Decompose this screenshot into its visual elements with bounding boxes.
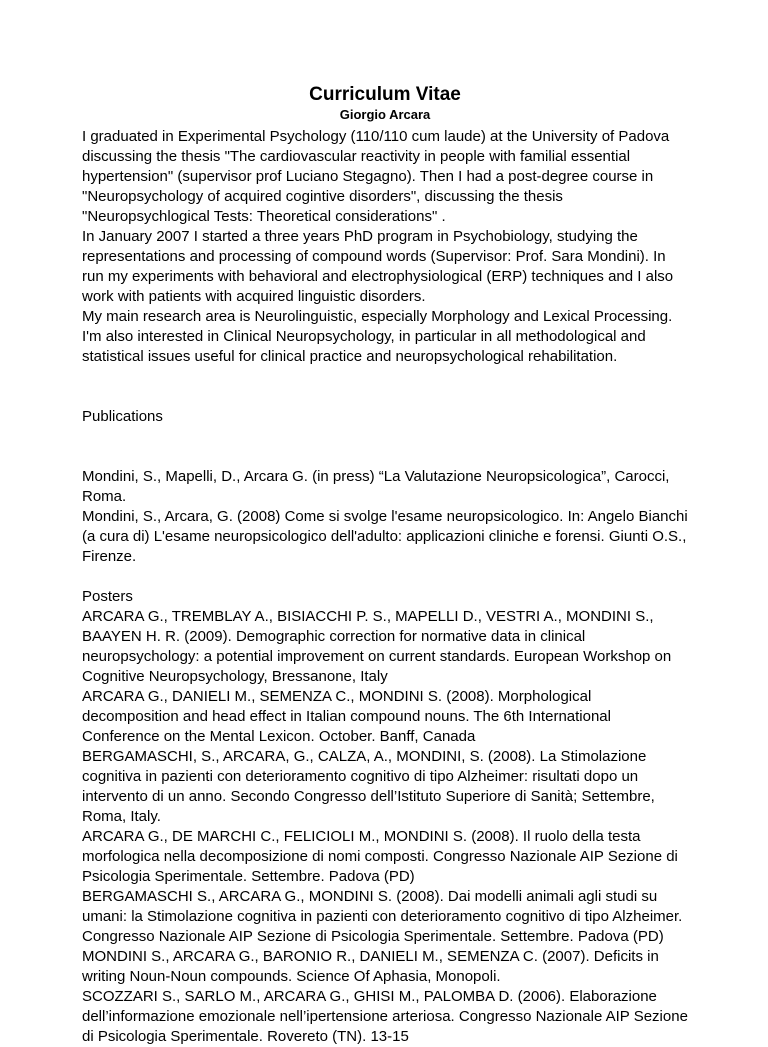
- publications-list: [82, 467, 688, 567]
- poster-entry: ARCARA G., TREMBLAY A., BISIACCHI P. S., MAPELLI D., VESTRI A., MONDINI S., BAAYEN H. R. (2009). Demographic correction for normative data in clinical neuropsychology: a potential improvement on current standards. European Workshop on Cognitive Neuropsychology, Bressanone, Italy: [82, 608, 672, 685]
- poster-entry: ARCARA G., DANIELI M., SEMENZA C., MONDINI S. (2008). Morphological decomposition and head effect in Italian compound nouns. The 6th International Conference on the Mental Lexicon. October. Banff, Canada: [82, 688, 611, 745]
- poster-entry: BERGAMASCHI, S., ARCARA, G., CALZA, A., MONDINI, S. (2008). La Stimolazione cognitiva in pazienti con deterioramento cognitivo di tipo Alzheimer: risultati dopo un intervento di un anno. Secondo Congresso dell’Istituto Superiore di Sanità; Settembre, Roma, Italy.: [82, 748, 655, 825]
- poster-entry: ARCARA G., DE MARCHI C., FELICIOLI M., MONDINI S. (2008). Il ruolo della testa morfologica nella decomposizione di nomi composti. Congresso Nazionale AIP Sezione di Psicologia Sperimentale. Settembre. Padova (PD): [82, 828, 678, 885]
- bio-paragraph: In January 2007 I started a three years PhD program in Psychobiology, studying the representations and processing of compound words (Supervisor: Prof. Sara Mondini). In run my experiments with behavioral and electrophysiological (ERP) techniques and I also work with patients with acquired linguistic disorders.: [82, 228, 674, 305]
- publications-heading: Publications: [82, 408, 163, 425]
- poster-entry: SCOZZARI S., SARLO M., ARCARA G., GHISI M., PALOMBA D. (2006). Elaborazione dell’informazione emozionale nell’ipertensione arteriosa. Congresso Nazionale AIP Sezione di Psicologia Sperimentale. Rovereto (TN). 13-15: [82, 988, 688, 1045]
- document-title: Curriculum Vitae: [309, 84, 461, 105]
- posters-list: [82, 607, 688, 1047]
- poster-entry: BERGAMASCHI S., ARCARA G., MONDINI S. (2008). Dai modelli animali agli studi su umani: la Stimolazione cognitiva in pazienti con deterioramento cognitivo di tipo Alzheimer. Congresso Nazionale AIP Sezione di Psicologia Sperimentale. Settembre. Padova (PD): [82, 888, 683, 945]
- bio-paragraph: My main research area is Neurolinguistic, especially Morphology and Lexical Processing. I'm also interested in Clinical Neuropsychology, in particular in all methodological and statistical issues useful for clinical practice and neuropsychological rehabilitation.: [82, 308, 673, 365]
- poster-entry: MONDINI S., ARCARA G., BARONIO R., DANIELI M., SEMENZA C. (2007). Deficits in writing Noun-Noun compounds. Science Of Aphasia, Monopoli.: [82, 948, 659, 985]
- bio-section: [82, 127, 688, 367]
- posters-heading: Posters: [82, 588, 133, 605]
- bio-paragraph: I graduated in Experimental Psychology (110/110 cum laude) at the University of Padova discussing the thesis "The cardiovascular reactivity in people with familial essential hypertension" (supervisor prof Luciano Stegagno). Then I had a post-degree course in "Neuropsychology of acquired cogintive disorders", discussing the thesis "Neuropsychlogical Tests: Theoretical considerations" .: [82, 128, 670, 225]
- publication-entry: Mondini, S., Mapelli, D., Arcara G. (in press) “La Valutazione Neuropsicologica”, Carocci, Roma.: [82, 468, 670, 505]
- author-name: Giorgio Arcara: [339, 107, 431, 122]
- publication-entry: Mondini, S., Arcara, G. (2008) Come si svolge l'esame neuropsicologico. In: Angelo Bianchi (a cura di) L'esame neuropsicologico dell'adulto: applicazioni cliniche e forensi. Giunti O.S., Firenze.: [82, 508, 688, 565]
